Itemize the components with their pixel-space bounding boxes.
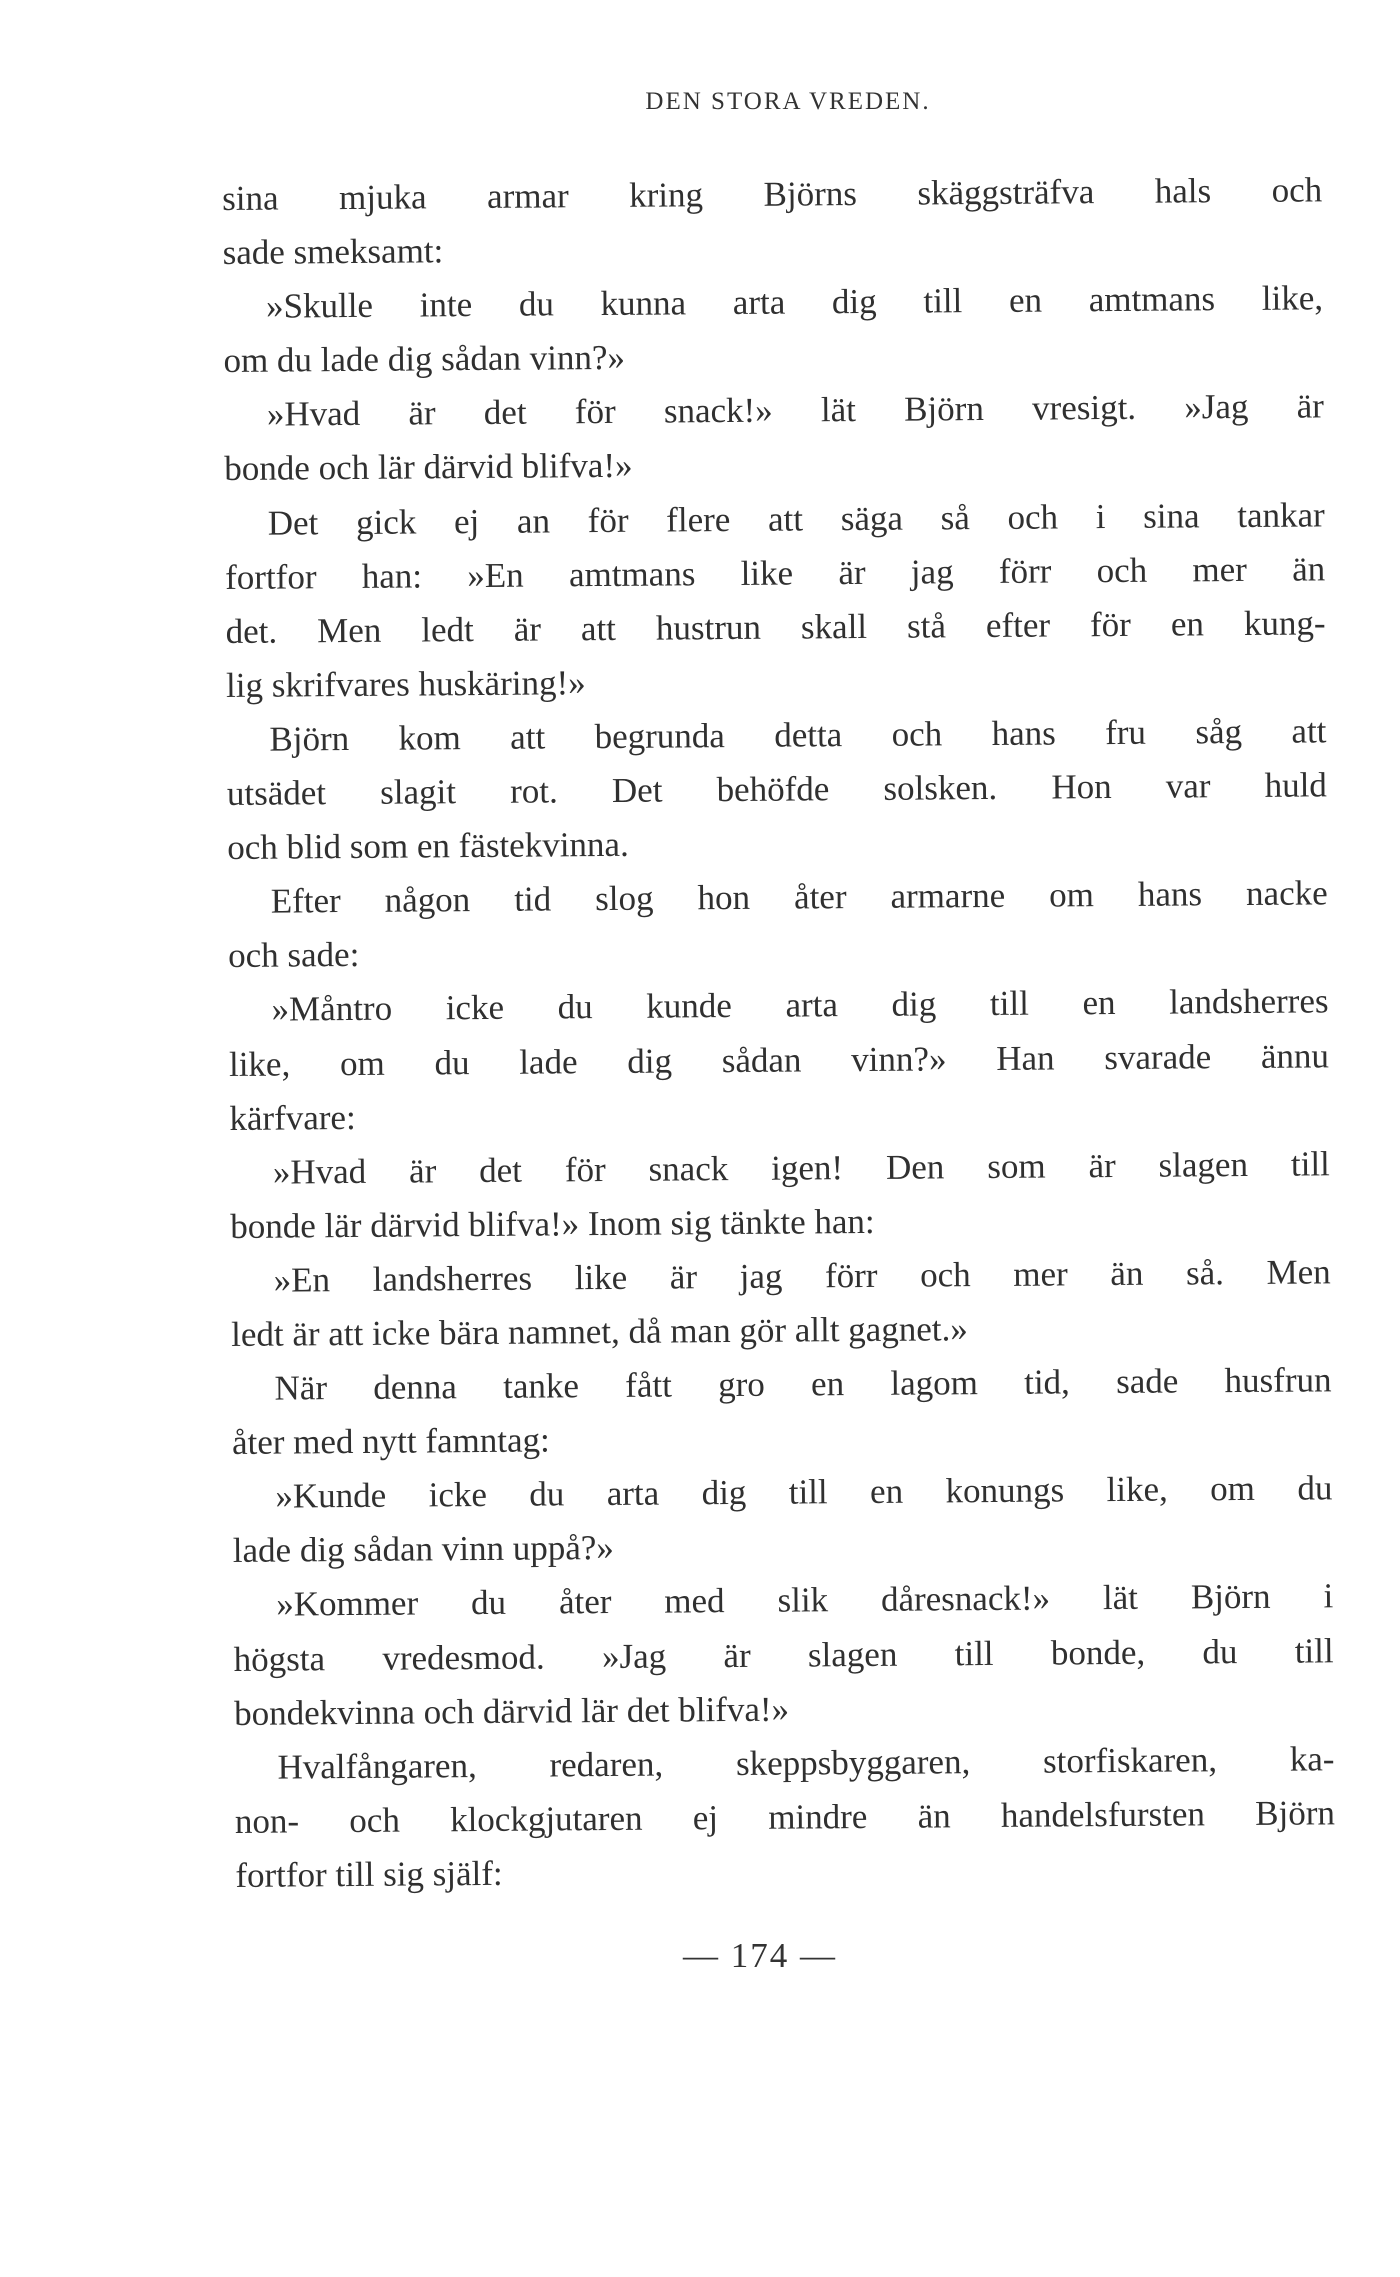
text-line: »Hvad är det för snack!» lät Björn vresigt. »Jag är: [266, 386, 1325, 435]
text-line: ledt är att icke bära namnet, då man gör allt gagnet.»: [230, 1309, 968, 1354]
text-line: Björn kom att begrunda detta och hans fru såg att: [269, 711, 1327, 759]
running-head: DEN STORA VREDEN.: [645, 88, 931, 115]
text-line: bondekvinna och därvid lär det blifva!»: [233, 1689, 790, 1733]
text-line: om du lade dig sådan vinn?»: [223, 338, 626, 381]
text-line: Det gick ej an för flere att säga så och i sina tankar: [267, 494, 1325, 543]
text-line: »Skulle inte du kunna arta dig till en amtmans like,: [265, 278, 1324, 326]
text-line: och sade:: [228, 935, 360, 976]
text-line: »Kunde icke du arta dig till en konungs like, om du: [275, 1468, 1333, 1516]
text-line: »Kommer du åter med slik dåresnack!» lät Björn i: [276, 1576, 1334, 1625]
text-line: lade dig sådan vinn uppå?»: [232, 1528, 614, 1571]
page-number: — 174 —: [683, 1936, 837, 1975]
text-line: lig skrifvares huskäring!»: [225, 663, 586, 705]
text-line: non- och klockgjutaren ej mindre än handelsfursten Björn: [234, 1793, 1336, 1841]
text-line: sina mjuka armar kring Björns skäggsträfva hals och: [222, 170, 1323, 218]
text-line: Hvalfångaren, redaren, skeppsbyggaren, storfiskaren, ka-: [277, 1739, 1335, 1787]
text-line: »Hvad är det för snack igen! Den som är slagen till: [272, 1144, 1330, 1192]
text-line: och blid som en fästekvinna.: [227, 824, 629, 868]
text-line: utsädet slagit rot. Det behöfde solsken. Hon var huld: [226, 765, 1328, 814]
text-line: Efter någon tid slog hon åter armarne om hans nacke: [270, 873, 1328, 921]
text-line: fortfor han: »En amtmans like är jag förr och mer än: [225, 549, 1326, 597]
text-line: »Måntro icke du kunde arta dig till en landsherres: [271, 981, 1329, 1030]
text-line: det. Men ledt är att hustrun skall stå efter för en kung-: [225, 603, 1326, 651]
text-line: like, om du lade dig sådan vinn?» Han svarade ännu: [228, 1035, 1330, 1084]
text-line: fortfor till sig själf:: [235, 1853, 503, 1895]
text-line: »En landsherres like är jag förr och mer än så. Men: [273, 1252, 1331, 1300]
text-line: åter med nytt famntag:: [231, 1420, 550, 1463]
text-line: När denna tanke fått gro en lagom tid, sade husfrun: [274, 1360, 1332, 1408]
body-text: [222, 163, 1336, 1903]
text-line: bonde lär därvid blifva!» Inom sig tänkte han:: [230, 1201, 875, 1246]
text-line: sade smeksamt:: [222, 231, 444, 273]
text-line: högsta vredesmod. »Jag är slagen till bonde, du till: [233, 1630, 1334, 1679]
text-line: kärfvare:: [229, 1097, 356, 1138]
text-line: bonde och lär därvid blifva!»: [224, 446, 633, 489]
